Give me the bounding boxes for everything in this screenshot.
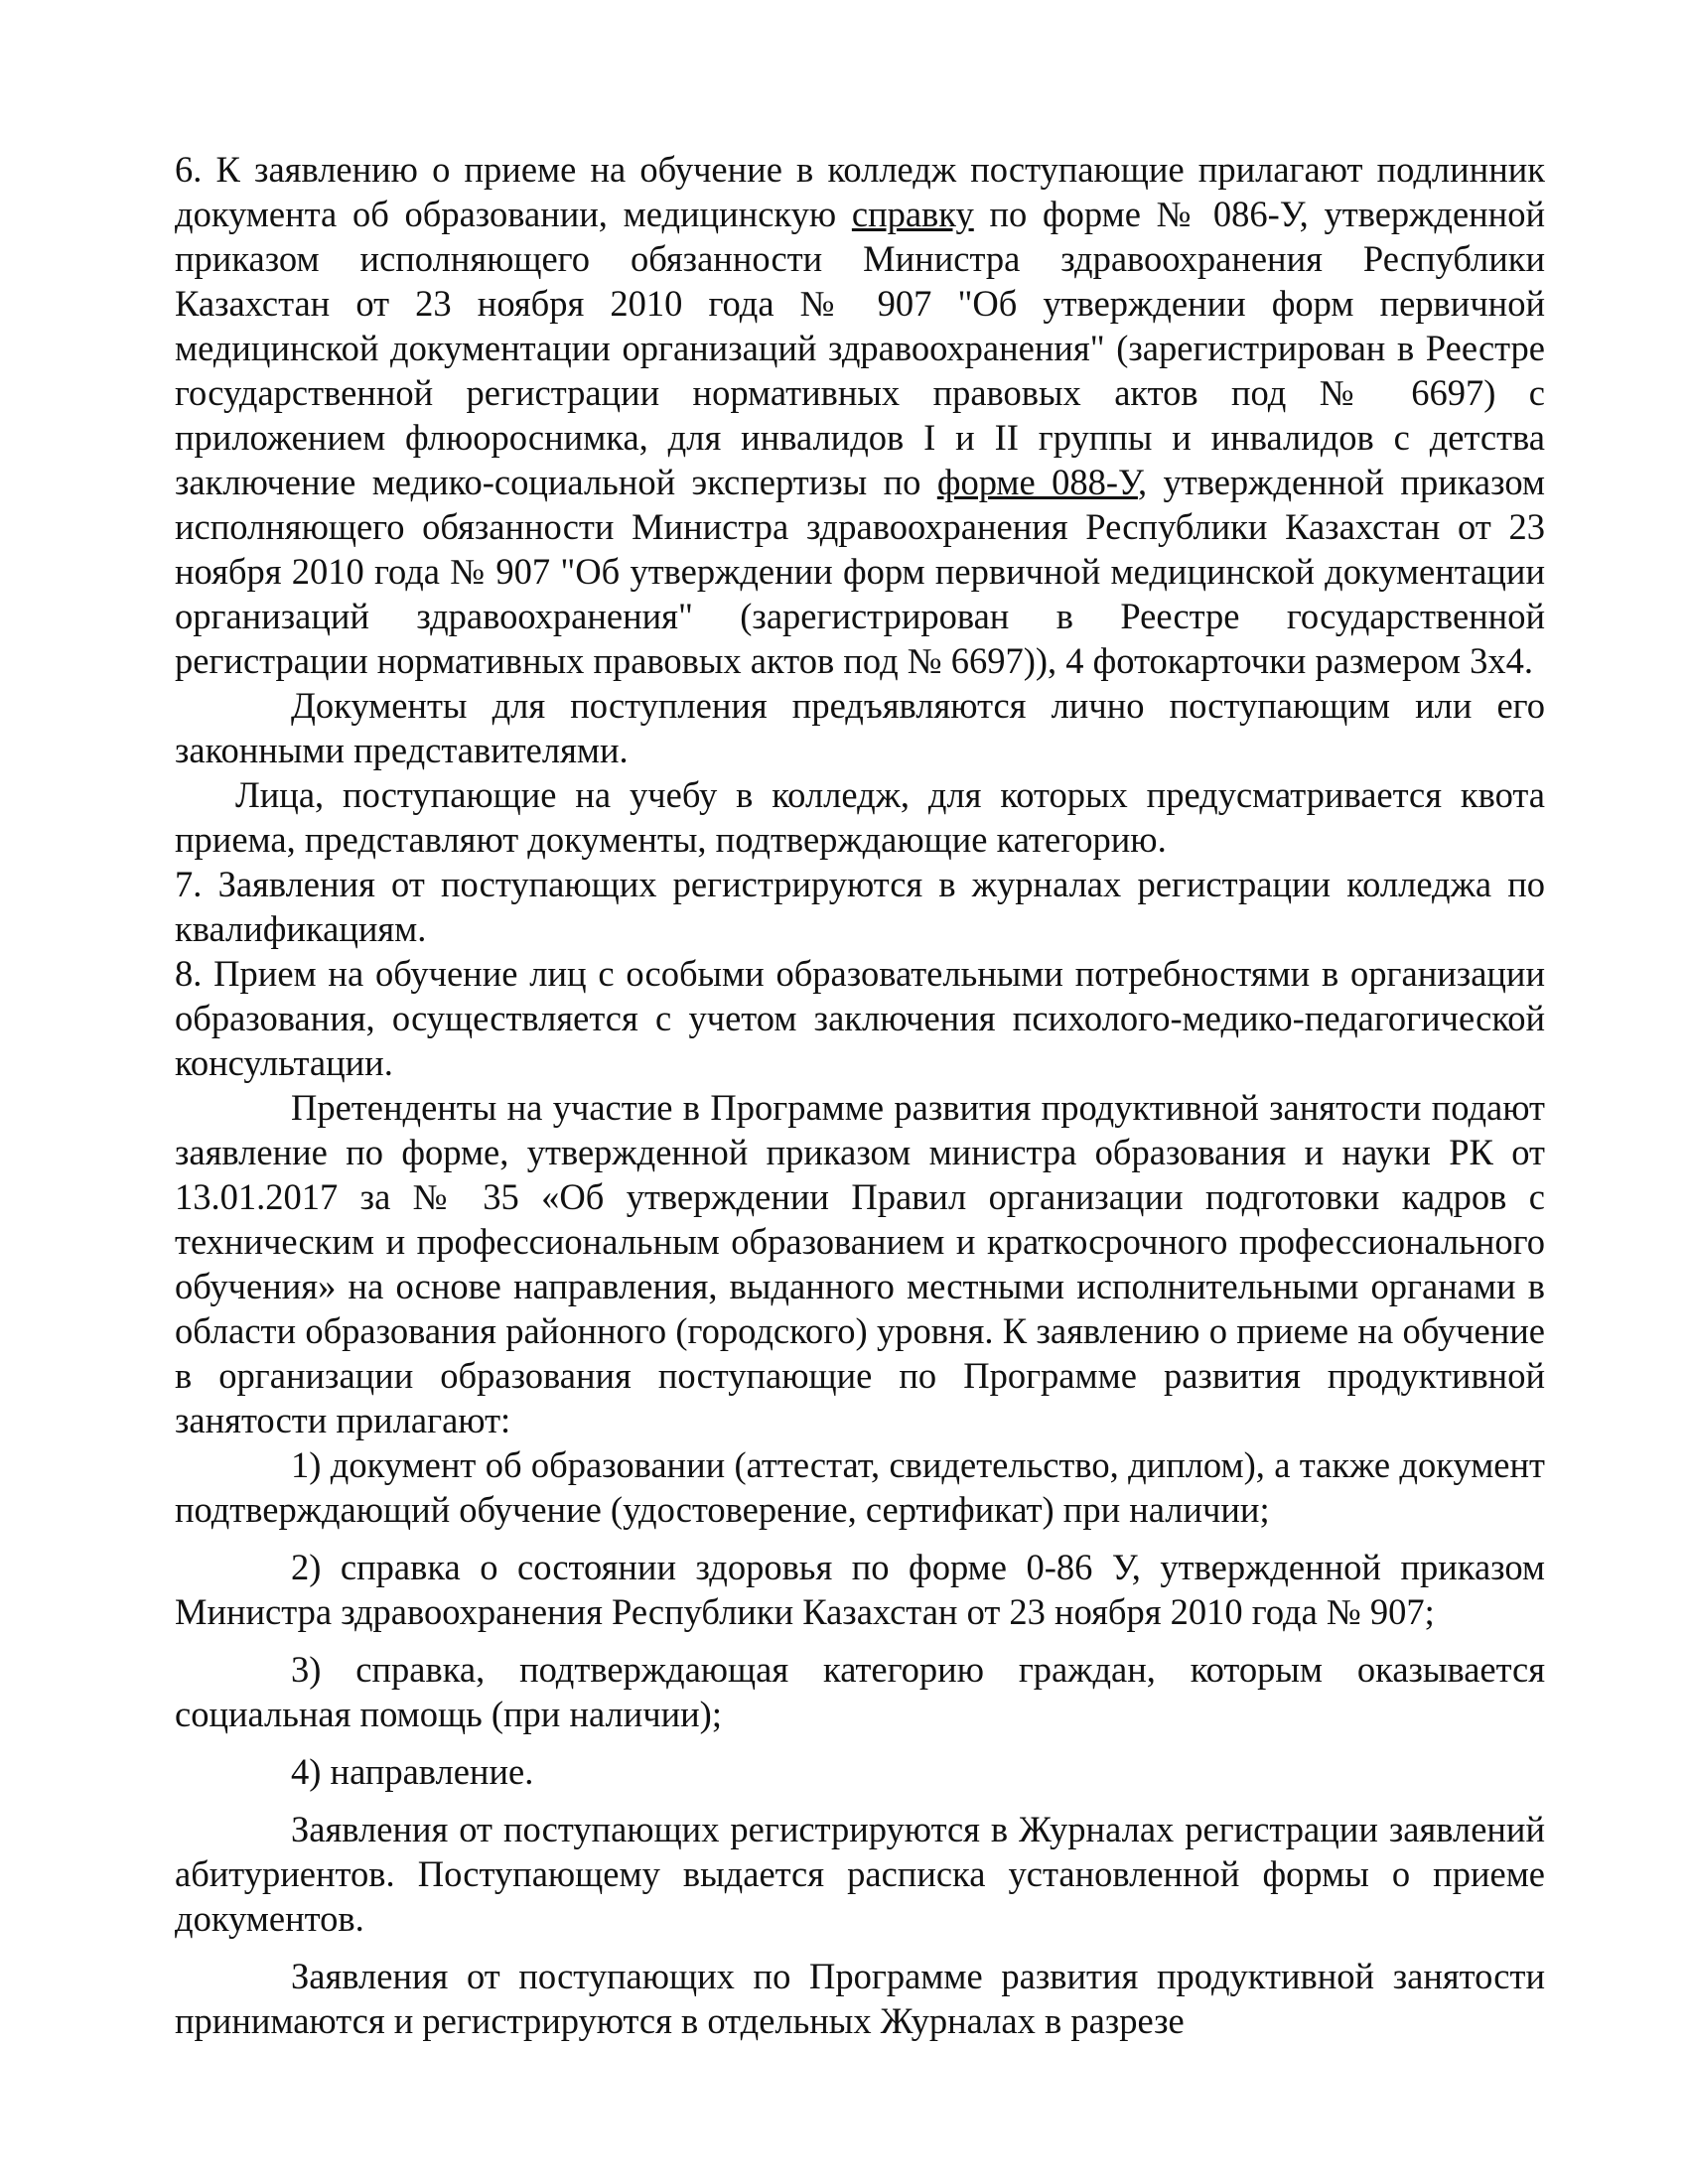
paragraph-6-text-1: 6. К заявлению о приеме на обучение в колледж поступающие прилагают подлинник документа об образовании, медицинскую [175,149,1545,234]
spravka-link[interactable]: справку [851,194,974,234]
list-item-4: 4) направление. [291,1751,534,1792]
paragraph-6 [175,147,1545,683]
paragraph-7: 7. Заявления от поступающих регистрируются в журналах регистрации колледжа по квалификациям. [175,864,1545,949]
paragraph-6-text-2: по форме № 086-У, утвержденной приказом исполняющего обязанности Министра здравоохранения Республики Казахстан от 23 ноября 2010 года № 907 "Об утверждении форм первичной медицинской документации организаций здравоохранения" (зарегистрирован в Реестре государственной регистрации нормативных правовых актов под № 6697) с приложением флюороснимка, для инвалидов I и II группы и инвалидов с детства заключение медико-социальной экспертизы по [175,194,1545,502]
forma-088-link[interactable]: форме 088-У [936,462,1138,502]
paragraph-last: Заявления от поступающих по Программе развития продуктивной занятости принимаются и регистрируются в отдельных Журналах в разрезе [175,1956,1545,2041]
list-item-3: 3) справка, подтверждающая категорию граждан, которым оказывается социальная помощь (при наличии); [175,1649,1545,1734]
paragraph-program: Претенденты на участие в Программе развития продуктивной занятости подают заявление по форме, утвержденной приказом министра образования и науки РК от 13.01.2017 за № 35 «Об утверждении Правил организации подготовки кадров с техническим и профессиональным образованием и краткосрочного профессионального обучения» на основе направления, выданного местными исполнительными органами в области образования районного (городского) уровня. К заявлению о приеме на обучение в организации образования поступающие по Программе развития продуктивной занятости прилагают: [175,1087,1545,1440]
paragraph-quota: Лица, поступающие на учебу в колледж, для которых предусматривается квота приема, представляют документы, подтверждающие категорию. [175,774,1545,860]
paragraph-8: 8. Прием на обучение лиц с особыми образовательными потребностями в организации образования, осуществляется с учетом заключения психолого-медико-педагогической консультации. [175,953,1545,1083]
paragraph-6-text-3: , утвержденной приказом исполняющего обязанности Министра здравоохранения Республики Казахстан от 23 ноября 2010 года № 907 "Об утверждении форм первичной медицинской документации организаций здравоохранения" (зарегистрирован в Реестре государственной регистрации нормативных правовых актов под № 6697)), 4 фотокарточки размером 3х4. [175,462,1545,681]
list-item-1: 1) документ об образовании (аттестат, свидетельство, диплом), а также документ подтверждающий обучение (удостоверение, сертификат) при наличии; [175,1444,1545,1530]
list-item-2: 2) справка о состоянии здоровья по форме 0-86 У, утвержденной приказом Министра здравоохранения Республики Казахстан от 23 ноября 2010 года № 907; [175,1547,1545,1632]
document-page [175,147,1545,2043]
paragraph-register: Заявления от поступающих регистрируются в Журналах регистрации заявлений абитуриентов. Поступающему выдается расписка установленной формы о приеме документов. [175,1809,1545,1939]
paragraph-documents: Документы для поступления предъявляются лично поступающим или его законными представителями. [175,685,1545,770]
